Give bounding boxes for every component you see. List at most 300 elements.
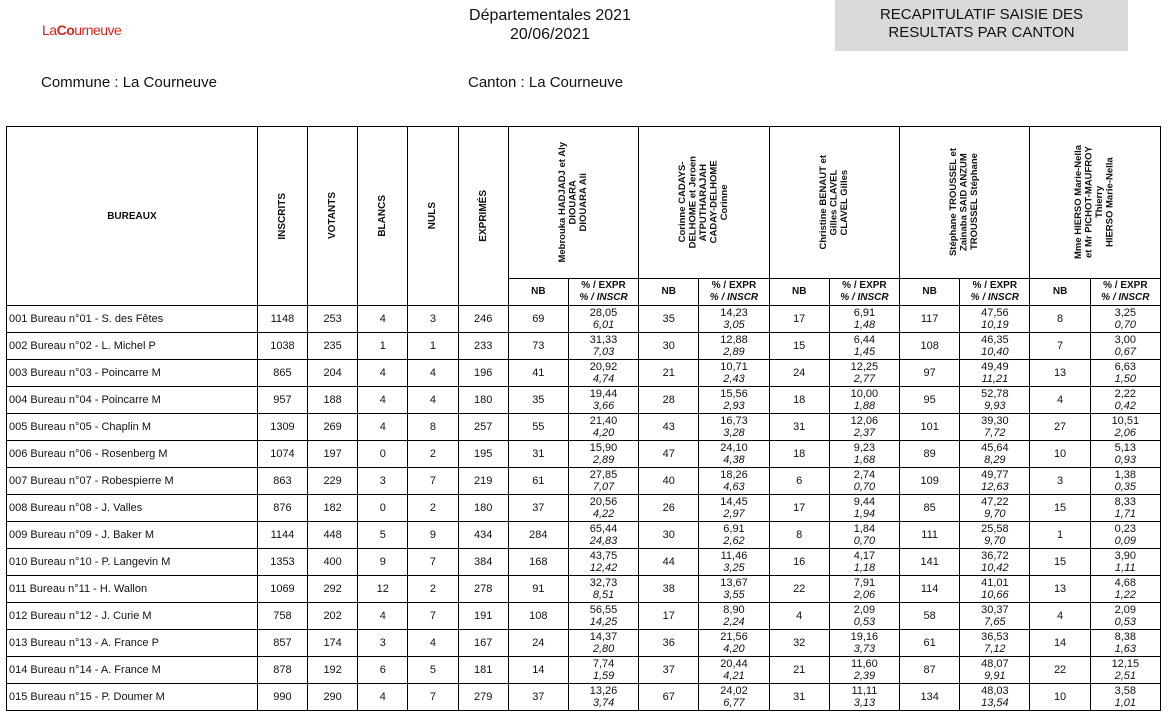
subheader-nb: NB <box>900 279 960 306</box>
votants-cell: 192 <box>308 657 358 684</box>
candidate-name: Mme HIERSO Marie-Nella et Mr PICHOT-MAUFROY Thierry HIERSO Marie-Nella <box>1073 145 1116 260</box>
pct-inscr-value: 1,45 <box>853 346 876 358</box>
candidate-pct-cell <box>699 306 769 333</box>
pct-inscr-value: 10,19 <box>981 319 1009 331</box>
inscrits-cell: 1069 <box>257 576 307 603</box>
candidate-nb-cell: 101 <box>900 414 960 441</box>
subheader-nb: NB <box>508 279 568 306</box>
exprimes-cell: 233 <box>458 333 508 360</box>
candidate-nb-cell: 28 <box>639 387 699 414</box>
candidate-pct-cell <box>960 441 1030 468</box>
subheader-pct-inscr: % / INSCR <box>709 292 759 303</box>
bureau-name: 014 Bureau n°14 - A. France M <box>7 657 258 684</box>
pct-inscr-value: 13,54 <box>981 697 1009 709</box>
pct-inscr-value: 1,01 <box>1114 697 1137 709</box>
table-row <box>7 441 1161 468</box>
exprimes-cell: 219 <box>458 468 508 495</box>
pct-inscr-value: 4,63 <box>723 481 745 493</box>
candidate-pct-cell <box>568 414 638 441</box>
candidate-pct-cell <box>699 522 769 549</box>
candidate-pct-cell <box>829 414 899 441</box>
nuls-cell: 7 <box>408 603 458 630</box>
blancs-cell: 4 <box>358 414 408 441</box>
commune-label: Commune : La Courneuve <box>41 74 217 91</box>
candidate-nb-cell: 97 <box>900 360 960 387</box>
subheader-pct-inscr: % / INSCR <box>970 292 1020 303</box>
results-table <box>6 126 1161 711</box>
blancs-cell: 9 <box>358 549 408 576</box>
table-row <box>7 684 1161 711</box>
candidate-pct-cell <box>568 333 638 360</box>
blancs-cell: 1 <box>358 333 408 360</box>
table-row <box>7 468 1161 495</box>
election-date: 20/06/2021 <box>509 26 591 43</box>
col-nuls <box>408 127 458 306</box>
pct-inscr-value: 0,70 <box>1114 319 1137 331</box>
nuls-cell: 8 <box>408 414 458 441</box>
candidate-pct-cell <box>699 414 769 441</box>
pct-expr-value: 27,85 <box>589 469 618 481</box>
blancs-cell: 4 <box>358 387 408 414</box>
pct-inscr-value: 1,11 <box>1115 562 1136 574</box>
subheader-pct-expr: % / EXPR <box>842 280 887 291</box>
pct-inscr-value: 12,42 <box>589 562 618 574</box>
candidate-nb-cell: 89 <box>900 441 960 468</box>
candidate-nb-cell: 35 <box>508 387 568 414</box>
canton-label: Canton : La Courneuve <box>468 74 624 91</box>
candidate-header <box>508 127 638 279</box>
candidate-nb-cell: 7 <box>1030 333 1090 360</box>
pct-inscr-value: 0,09 <box>1114 535 1137 547</box>
blancs-cell: 0 <box>358 441 408 468</box>
pct-expr-value: 2,09 <box>853 604 876 616</box>
pct-expr-value: 47,22 <box>981 496 1009 508</box>
pct-inscr-value: 7,12 <box>984 643 1006 655</box>
pct-expr-value: 1,38 <box>1114 469 1137 481</box>
pct-expr-value: 3,25 <box>1114 307 1137 319</box>
pct-inscr-value: 4,20 <box>723 643 745 655</box>
pct-inscr-value: 6,77 <box>723 697 745 709</box>
candidate-header <box>639 127 769 279</box>
pct-expr-value: 49,77 <box>981 469 1009 481</box>
table-row <box>7 333 1161 360</box>
pct-expr-value: 13,26 <box>589 685 618 697</box>
pct-inscr-value: 1,68 <box>853 454 876 466</box>
votants-cell: 202 <box>308 603 358 630</box>
candidate-nb-cell: 22 <box>1030 657 1090 684</box>
pct-inscr-value: 8,29 <box>984 454 1006 466</box>
candidate-nb-cell: 8 <box>769 522 829 549</box>
pct-expr-value: 10,51 <box>1111 415 1140 427</box>
candidate-pct-cell <box>1090 387 1160 414</box>
candidate-pct-cell <box>699 603 769 630</box>
candidate-pct-cell <box>699 684 769 711</box>
inscrits-cell: 865 <box>257 360 307 387</box>
candidate-pct-cell <box>1090 333 1160 360</box>
votants-cell: 448 <box>308 522 358 549</box>
candidate-nb-cell: 22 <box>769 576 829 603</box>
pct-inscr-value: 2,37 <box>853 427 876 439</box>
pct-expr-value: 18,26 <box>720 469 748 481</box>
pct-expr-value: 13,67 <box>720 577 748 589</box>
candidate-pct-cell <box>960 306 1030 333</box>
candidate-nb-cell: 14 <box>508 657 568 684</box>
inscrits-cell: 957 <box>257 387 307 414</box>
candidate-pct-cell <box>699 360 769 387</box>
votants-cell: 229 <box>308 468 358 495</box>
candidate-pct-cell <box>1090 441 1160 468</box>
candidate-pct-cell <box>960 495 1030 522</box>
nuls-cell: 2 <box>408 576 458 603</box>
pct-inscr-value: 1,88 <box>853 400 876 412</box>
candidate-pct-cell <box>960 468 1030 495</box>
candidate-nb-cell: 114 <box>900 576 960 603</box>
subheader-nb: NB <box>639 279 699 306</box>
candidate-nb-cell: 13 <box>1030 576 1090 603</box>
blancs-cell: 12 <box>358 576 408 603</box>
exprimes-cell: 384 <box>458 549 508 576</box>
pct-inscr-value: 4,20 <box>592 427 615 439</box>
candidate-nb-cell: 108 <box>508 603 568 630</box>
pct-expr-value: 14,45 <box>720 496 748 508</box>
candidate-nb-cell: 41 <box>508 360 568 387</box>
candidate-pct-cell <box>1090 306 1160 333</box>
pct-expr-value: 3,00 <box>1114 334 1137 346</box>
pct-inscr-value: 12,63 <box>981 481 1009 493</box>
candidate-nb-cell: 10 <box>1030 684 1090 711</box>
table-row <box>7 306 1161 333</box>
pct-inscr-value: 9,70 <box>984 535 1006 547</box>
candidate-nb-cell: 6 <box>769 468 829 495</box>
pct-expr-value: 41,01 <box>981 577 1009 589</box>
candidate-pct-cell <box>568 549 638 576</box>
candidate-pct-cell <box>1090 468 1160 495</box>
recap-line-1: RECAPITULATIF SAISIE DES <box>879 6 1084 23</box>
candidate-nb-cell: 17 <box>769 306 829 333</box>
pct-inscr-value: 3,13 <box>853 697 876 709</box>
col-blancs-label: BLANCS <box>377 195 389 237</box>
pct-expr-value: 21,40 <box>589 415 618 427</box>
election-title <box>420 6 680 44</box>
col-inscrits <box>257 127 307 306</box>
candidate-pct-cell <box>568 360 638 387</box>
candidate-pct-cell <box>568 441 638 468</box>
pct-inscr-value: 9,91 <box>984 670 1006 682</box>
pct-inscr-value: 0,53 <box>853 616 876 628</box>
candidate-nb-cell: 38 <box>639 576 699 603</box>
pct-inscr-value: 8,51 <box>592 589 615 601</box>
candidate-pct-cell <box>568 522 638 549</box>
subheader-pct-expr: % / EXPR <box>711 280 757 291</box>
pct-expr-value: 30,37 <box>981 604 1009 616</box>
candidate-pct-cell <box>1090 684 1160 711</box>
pct-inscr-value: 0,70 <box>853 535 876 547</box>
pct-expr-value: 24,10 <box>720 442 748 454</box>
pct-inscr-value: 2,77 <box>853 373 876 385</box>
col-nuls-label: NULS <box>427 202 439 230</box>
blancs-cell: 3 <box>358 630 408 657</box>
votants-cell: 174 <box>308 630 358 657</box>
subheader-pct <box>568 279 638 306</box>
candidate-nb-cell: 10 <box>1030 441 1090 468</box>
candidate-pct-cell <box>568 684 638 711</box>
pct-inscr-value: 3,05 <box>723 319 745 331</box>
candidate-nb-cell: 141 <box>900 549 960 576</box>
pct-expr-value: 2,09 <box>1114 604 1137 616</box>
inscrits-cell: 876 <box>257 495 307 522</box>
pct-inscr-value: 2,06 <box>1114 427 1137 439</box>
candidate-pct-cell <box>960 414 1030 441</box>
candidate-nb-cell: 58 <box>900 603 960 630</box>
votants-cell: 290 <box>308 684 358 711</box>
blancs-cell: 5 <box>358 522 408 549</box>
pct-inscr-value: 2,39 <box>853 670 876 682</box>
subheader-nb: NB <box>1030 279 1090 306</box>
pct-expr-value: 0,23 <box>1114 523 1137 535</box>
subheader-pct-expr: % / EXPR <box>972 280 1018 291</box>
pct-inscr-value: 2,51 <box>1114 670 1137 682</box>
candidate-nb-cell: 13 <box>1030 360 1090 387</box>
nuls-cell: 9 <box>408 522 458 549</box>
subheader-pct <box>1090 279 1160 306</box>
exprimes-cell: 196 <box>458 360 508 387</box>
candidate-nb-cell: 35 <box>639 306 699 333</box>
pct-expr-value: 8,90 <box>723 604 745 616</box>
col-votants <box>308 127 358 306</box>
pct-inscr-value: 14,25 <box>589 616 618 628</box>
pct-expr-value: 2,22 <box>1114 388 1137 400</box>
bureau-name: 015 Bureau n°15 - P. Doumer M <box>7 684 258 711</box>
pct-inscr-value: 0,53 <box>1114 616 1137 628</box>
pct-expr-value: 10,71 <box>720 361 748 373</box>
pct-inscr-value: 7,65 <box>984 616 1006 628</box>
nuls-cell: 4 <box>408 360 458 387</box>
pct-inscr-value: 7,72 <box>984 427 1006 439</box>
candidate-nb-cell: 8 <box>1030 306 1090 333</box>
candidate-pct-cell <box>1090 603 1160 630</box>
candidate-pct-cell <box>960 360 1030 387</box>
pct-inscr-value: 1,63 <box>1114 643 1137 655</box>
candidate-pct-cell <box>1090 522 1160 549</box>
pct-expr-value: 14,23 <box>720 307 748 319</box>
candidate-nb-cell: 55 <box>508 414 568 441</box>
candidate-pct-cell <box>829 630 899 657</box>
pct-expr-value: 8,33 <box>1114 496 1137 508</box>
bureau-name: 001 Bureau n°01 - S. des Fêtes <box>7 306 258 333</box>
pct-expr-value: 6,63 <box>1114 361 1137 373</box>
votants-cell: 188 <box>308 387 358 414</box>
blancs-cell: 6 <box>358 657 408 684</box>
candidate-pct-cell <box>568 468 638 495</box>
col-bureaux: BUREAUX <box>7 127 258 306</box>
subheader-pct-inscr: % / INSCR <box>579 292 628 303</box>
candidate-nb-cell: 134 <box>900 684 960 711</box>
bureau-name: 011 Bureau n°11 - H. Wallon <box>7 576 258 603</box>
pct-expr-value: 39,30 <box>981 415 1009 427</box>
candidate-nb-cell: 61 <box>900 630 960 657</box>
table-row <box>7 657 1161 684</box>
pct-expr-value: 9,44 <box>853 496 876 508</box>
pct-inscr-value: 9,70 <box>984 508 1006 520</box>
candidate-nb-cell: 108 <box>900 333 960 360</box>
exprimes-cell: 167 <box>458 630 508 657</box>
candidate-header <box>900 127 1030 279</box>
candidate-pct-cell <box>960 576 1030 603</box>
candidate-nb-cell: 67 <box>639 684 699 711</box>
pct-expr-value: 12,06 <box>850 415 879 427</box>
candidate-pct-cell <box>1090 414 1160 441</box>
subheader-nb: NB <box>769 279 829 306</box>
subheader-pct <box>829 279 899 306</box>
logo-bold: Co <box>56 22 75 38</box>
candidate-pct-cell <box>1090 549 1160 576</box>
pct-inscr-value: 0,67 <box>1114 346 1137 358</box>
candidate-nb-cell: 44 <box>639 549 699 576</box>
inscrits-cell: 1144 <box>257 522 307 549</box>
pct-expr-value: 15,90 <box>589 442 618 454</box>
pct-inscr-value: 6,01 <box>592 319 615 331</box>
candidate-nb-cell: 24 <box>769 360 829 387</box>
pct-inscr-value: 10,42 <box>981 562 1009 574</box>
pct-inscr-value: 2,43 <box>723 373 745 385</box>
candidate-nb-cell: 117 <box>900 306 960 333</box>
exprimes-cell: 246 <box>458 306 508 333</box>
votants-cell: 204 <box>308 360 358 387</box>
pct-expr-value: 20,56 <box>589 496 618 508</box>
votants-cell: 235 <box>308 333 358 360</box>
candidate-pct-cell <box>960 387 1030 414</box>
pct-inscr-value: 3,55 <box>723 589 745 601</box>
pct-expr-value: 14,37 <box>589 631 618 643</box>
candidate-nb-cell: 15 <box>1030 495 1090 522</box>
election-name: Départementales 2021 <box>469 7 631 24</box>
bureau-name: 013 Bureau n°13 - A. France P <box>7 630 258 657</box>
blancs-cell: 0 <box>358 495 408 522</box>
pct-inscr-value: 1,48 <box>853 319 876 331</box>
candidate-nb-cell: 15 <box>1030 549 1090 576</box>
pct-expr-value: 49,49 <box>981 361 1009 373</box>
pct-inscr-value: 4,74 <box>592 373 615 385</box>
candidate-pct-cell <box>829 576 899 603</box>
candidate-nb-cell: 15 <box>769 333 829 360</box>
candidate-nb-cell: 21 <box>769 657 829 684</box>
candidate-nb-cell: 16 <box>769 549 829 576</box>
pct-expr-value: 11,60 <box>851 658 878 670</box>
candidate-name: Stéphane TROUSSEL et Zainaba SAID ANZUM TROUSSEL Stéphane <box>948 148 980 257</box>
col-votants-label: VOTANTS <box>327 192 339 240</box>
pct-expr-value: 3,58 <box>1114 685 1137 697</box>
pct-expr-value: 28,05 <box>589 307 618 319</box>
exprimes-cell: 191 <box>458 603 508 630</box>
subheader-pct <box>960 279 1030 306</box>
pct-inscr-value: 9,93 <box>984 400 1006 412</box>
votants-cell: 400 <box>308 549 358 576</box>
table-row <box>7 630 1161 657</box>
candidate-pct-cell <box>829 306 899 333</box>
candidate-name: Mebrouka HADJADJ et Aly DIOUARA DIOUARA Ali <box>556 142 589 263</box>
candidate-nb-cell: 4 <box>1030 603 1090 630</box>
nuls-cell: 4 <box>408 630 458 657</box>
candidate-pct-cell <box>829 387 899 414</box>
candidate-pct-cell <box>829 360 899 387</box>
pct-expr-value: 21,56 <box>720 631 748 643</box>
pct-inscr-value: 2,24 <box>723 616 745 628</box>
pct-inscr-value: 1,94 <box>853 508 876 520</box>
col-exprimes-label: EXPRIMÉS <box>477 190 489 242</box>
pct-expr-value: 2,74 <box>853 469 876 481</box>
candidate-nb-cell: 30 <box>639 333 699 360</box>
col-inscrits-label: INSCRITS <box>276 192 288 240</box>
table-row <box>7 387 1161 414</box>
pct-inscr-value: 4,38 <box>723 454 745 466</box>
pct-inscr-value: 2,93 <box>723 400 745 412</box>
votants-cell: 182 <box>308 495 358 522</box>
candidate-pct-cell <box>568 495 638 522</box>
pct-expr-value: 48,03 <box>981 685 1009 697</box>
candidate-pct-cell <box>568 630 638 657</box>
candidate-pct-cell <box>960 522 1030 549</box>
blancs-cell: 3 <box>358 468 408 495</box>
candidate-nb-cell: 31 <box>508 441 568 468</box>
pct-inscr-value: 1,59 <box>592 670 615 682</box>
recap-banner <box>835 0 1128 51</box>
inscrits-cell: 878 <box>257 657 307 684</box>
candidate-nb-cell: 17 <box>639 603 699 630</box>
candidate-pct-cell <box>829 495 899 522</box>
bureau-name: 007 Bureau n°07 - Robespierre M <box>7 468 258 495</box>
pct-inscr-value: 10,40 <box>981 346 1009 358</box>
candidate-pct-cell <box>960 657 1030 684</box>
table-row <box>7 495 1161 522</box>
candidate-nb-cell: 14 <box>1030 630 1090 657</box>
pct-inscr-value: 4,22 <box>592 508 615 520</box>
pct-inscr-value: 0,35 <box>1114 481 1137 493</box>
pct-expr-value: 25,58 <box>981 523 1009 535</box>
candidate-nb-cell: 4 <box>1030 387 1090 414</box>
pct-inscr-value: 1,71 <box>1114 508 1137 520</box>
pct-expr-value: 3,90 <box>1114 550 1137 562</box>
logo-suffix: urneuve <box>74 22 122 38</box>
pct-inscr-value: 0,42 <box>1114 400 1137 412</box>
pct-inscr-value: 3,28 <box>723 427 745 439</box>
candidate-nb-cell: 284 <box>508 522 568 549</box>
pct-inscr-value: 7,03 <box>592 346 615 358</box>
table-row <box>7 414 1161 441</box>
candidate-name: Corinne CADAYS- DELHOME et Jeroen ATPUTHARAJAH CADAY-DELHOME Corinne <box>676 156 730 249</box>
candidate-nb-cell: 18 <box>769 387 829 414</box>
candidate-nb-cell: 87 <box>900 657 960 684</box>
candidate-nb-cell: 21 <box>639 360 699 387</box>
inscrits-cell: 863 <box>257 468 307 495</box>
pct-expr-value: 52,78 <box>981 388 1009 400</box>
candidate-pct-cell <box>568 657 638 684</box>
pct-expr-value: 4,17 <box>853 550 876 562</box>
pct-expr-value: 15,56 <box>720 388 748 400</box>
table-row <box>7 576 1161 603</box>
pct-expr-value: 12,15 <box>1111 658 1140 670</box>
exprimes-cell: 180 <box>458 495 508 522</box>
candidate-pct-cell <box>829 684 899 711</box>
table-row <box>7 603 1161 630</box>
pct-expr-value: 24,02 <box>720 685 748 697</box>
pct-inscr-value: 2,62 <box>723 535 745 547</box>
candidate-pct-cell <box>829 603 899 630</box>
exprimes-cell: 278 <box>458 576 508 603</box>
candidate-nb-cell: 17 <box>769 495 829 522</box>
nuls-cell: 4 <box>408 387 458 414</box>
nuls-cell: 5 <box>408 657 458 684</box>
candidate-pct-cell <box>699 441 769 468</box>
